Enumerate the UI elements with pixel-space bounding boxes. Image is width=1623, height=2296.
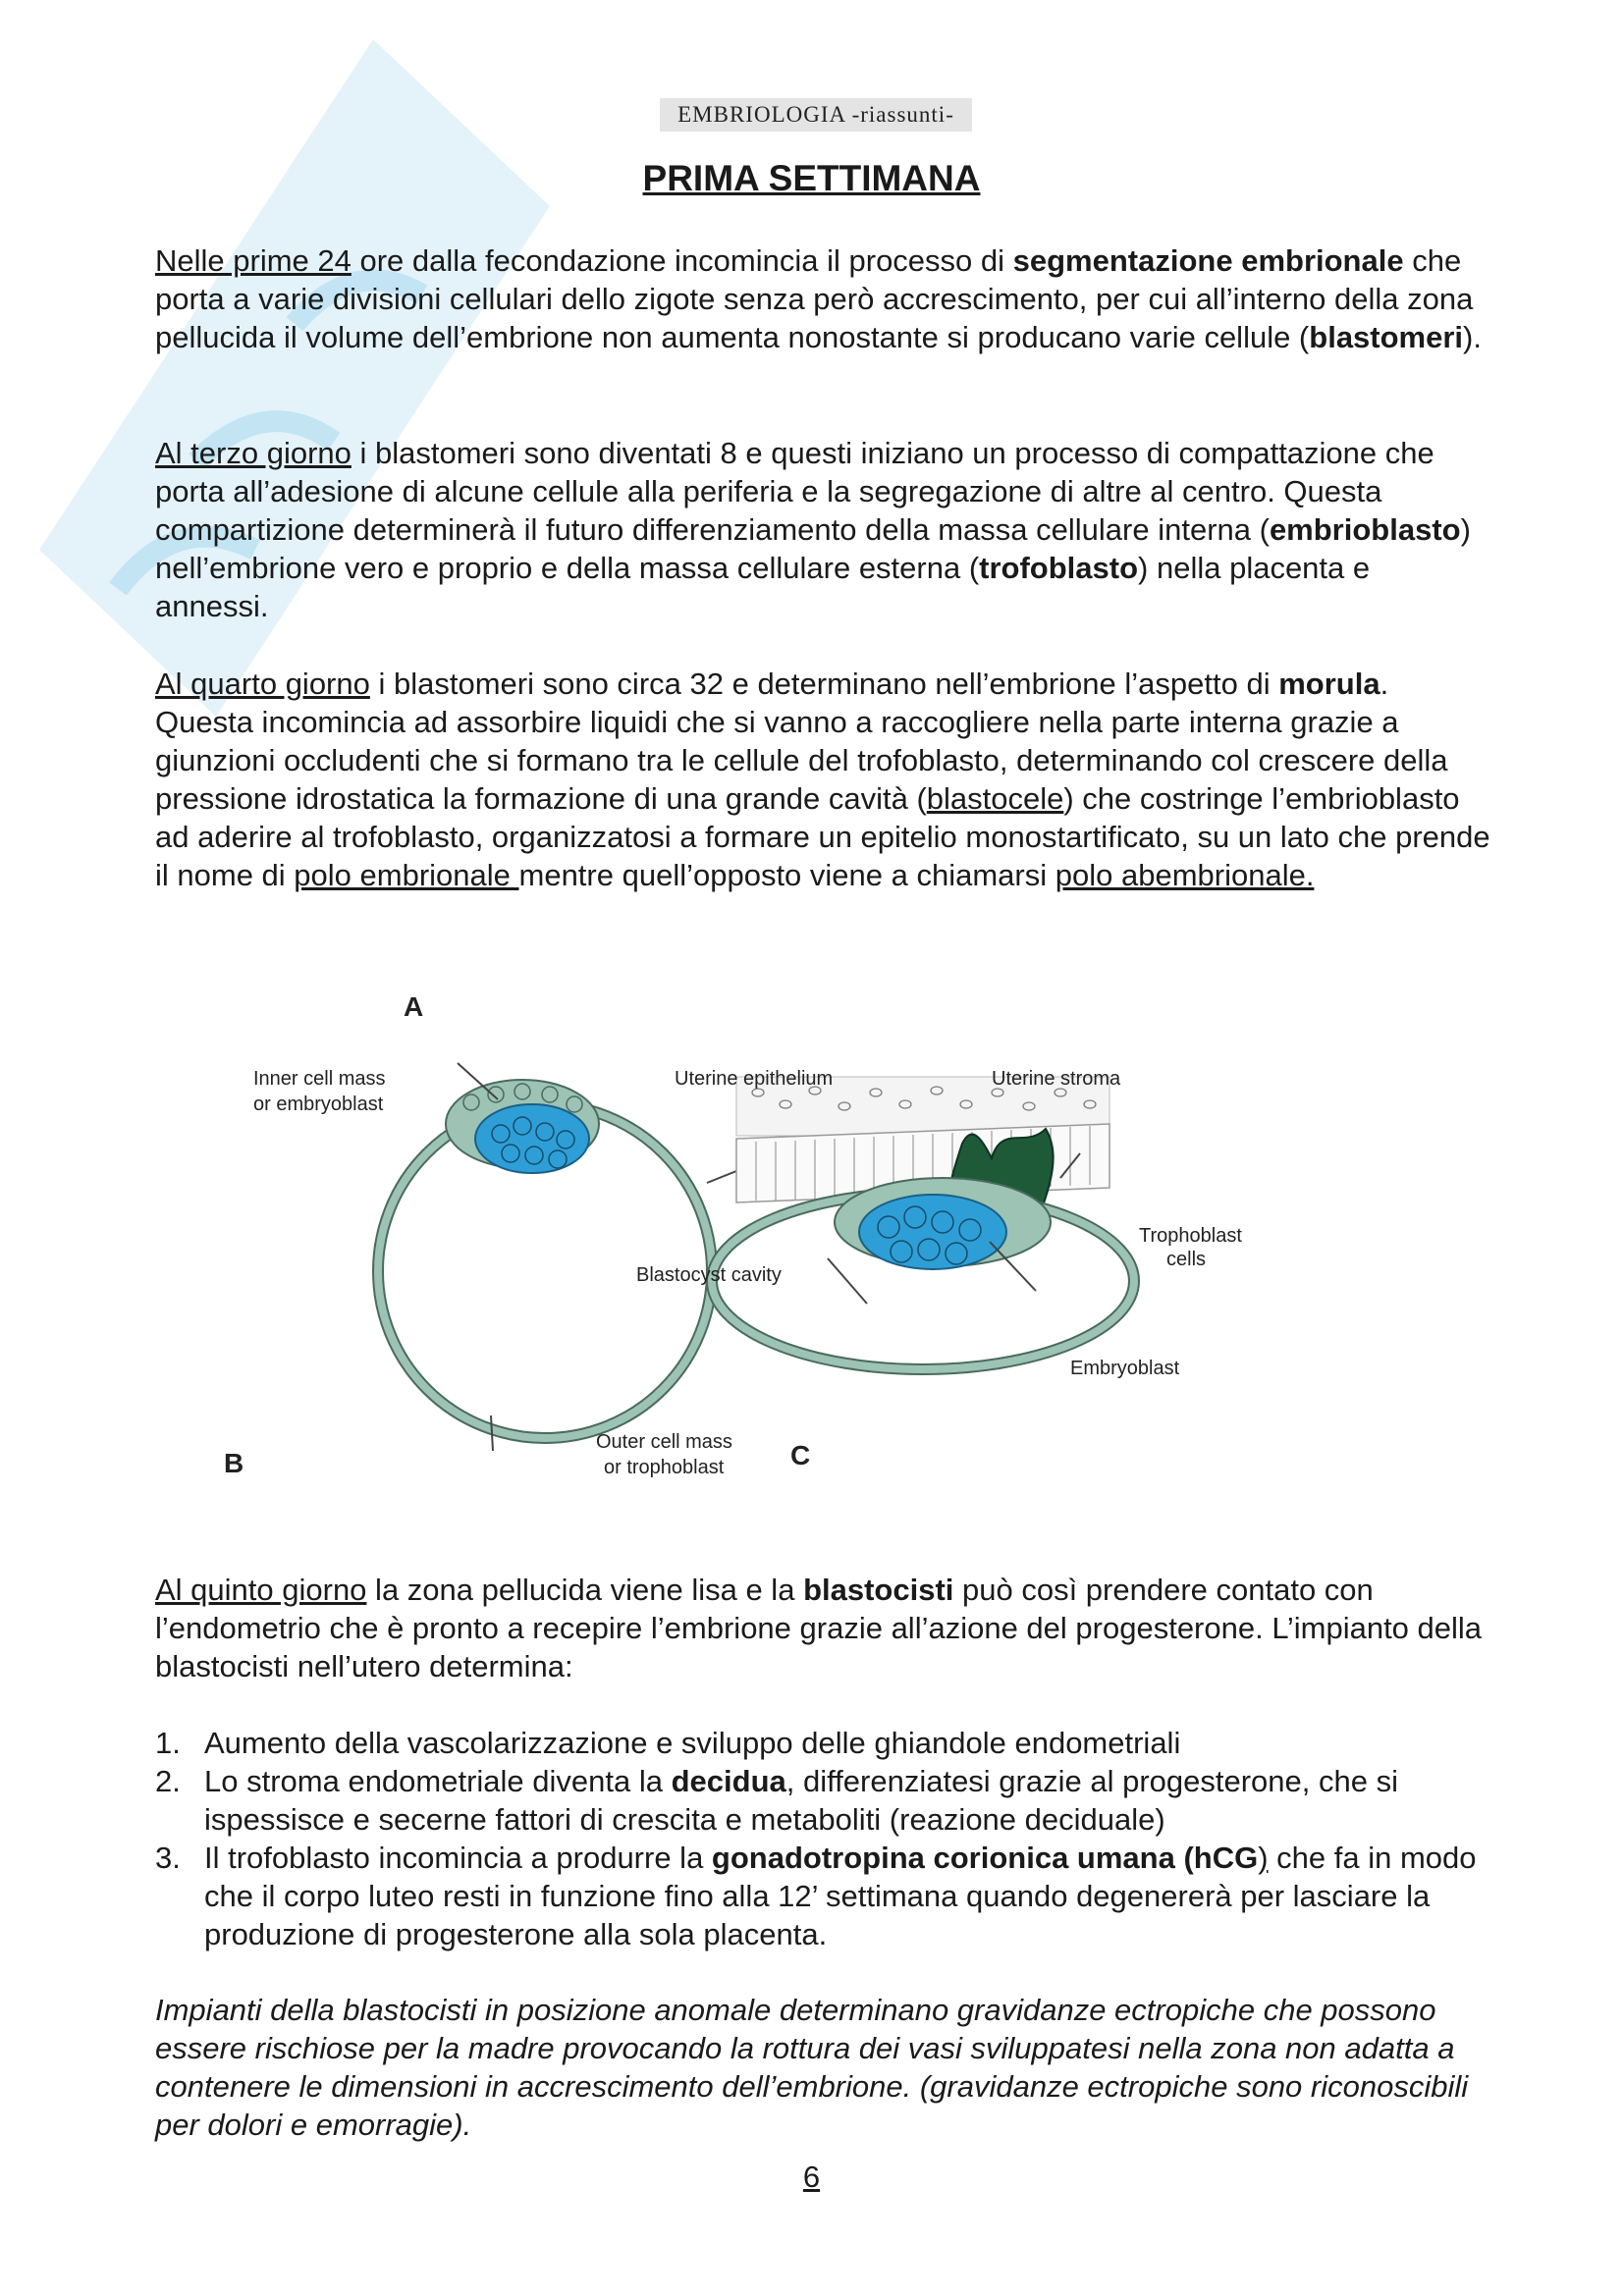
paragraph-third-day: Al terzo giorno i blastomeri sono diventati 8 e questi iniziano un processo di compattazione che porta all’adesione di alcune cellule alla periferia e la segregazione di altre al centro. Questa compartizione determinerà il futuro differenziamento della massa cellulare interna (embrioblasto) nell’embrione vero e proprio e della massa cellulare esterna (trofoblasto) nella placenta e annessi. bbox=[155, 436, 1471, 623]
label-uterine-epithelium: Uterine epithelium bbox=[675, 1068, 834, 1090]
paragraph-fourth-day: Al quarto giorno i blastomeri sono circa 32 e determinano nell’embrione l’aspetto di morula. Questa incomincia ad assorbire liquidi che si vanno a raccogliere nella parte interna grazie a giunzioni occludenti che si formano tra le cellule del trofoblasto, determinando col crescere della pressione idrostatica la formazione di una grande cavità (blastocele) che costringe l’embrioblasto ad aderire al trofoblasto, organizzatosi a formare un epitelio monostartificato, su un lato che prende il nome di polo embrionale mentre quell’opposto viene a chiamarsi polo abembrionale. bbox=[155, 667, 1490, 892]
inner-cell-mass bbox=[475, 1104, 589, 1173]
blastocyst-diagram bbox=[224, 977, 1267, 1497]
label-inner-cell-mass: Inner cell mass bbox=[253, 1068, 386, 1090]
paragraph-segmentation: Nelle prime 24 ore dalla fecondazione incomincia il processo di segmentazione embrionale che porta a varie divisioni cellulari dello zigote senza però accrescimento, per cui all’interno della zona pellucida il volume dell’embrione non aumenta nonostante si producano varie cellule (blastomeri). bbox=[155, 243, 1482, 354]
label-blastocyst-cavity: Blastocyst cavity bbox=[636, 1264, 782, 1286]
embryoblast bbox=[859, 1195, 1006, 1269]
paragraph-ectopic-note: Impianti della blastocisti in posizione anomale determinano gravidanze ectropiche che possono essere rischiose per la madre provocando la rottura dei vasi sviluppatesi nella zona non adatta a contenere le dimensioni in accrescimento dell’embrione. (gravidanze ectropiche sono riconoscibili per dolori e emorragie). bbox=[155, 1993, 1469, 2142]
label-outer-cell-mass: Outer cell mass bbox=[596, 1431, 732, 1453]
page-title: PRIMA SETTIMANA bbox=[642, 158, 981, 198]
implantation-effects-list bbox=[155, 1724, 1490, 1953]
panel-b-blastocyst bbox=[378, 970, 756, 1438]
blastocyst-cavity-c-pointer bbox=[828, 1258, 867, 1304]
label-b: B bbox=[224, 1448, 244, 1478]
label-trophoblast-cells: Trophoblast bbox=[1139, 1225, 1242, 1247]
label-trophoblast-cells-2: cells bbox=[1166, 1249, 1207, 1270]
label-uterine-stroma: Uterine stroma bbox=[992, 1068, 1121, 1090]
page-number: 6 bbox=[802, 2160, 821, 2194]
list-item: 2. Lo stroma endometriale diventa la decidua, differenziatesi grazie al progesterone, che si ispessisce e secerne fattori di crescita e metaboliti (reazione deciduale) bbox=[155, 1764, 1398, 1837]
label-embryoblast-b: or embryoblast bbox=[253, 1094, 384, 1115]
paragraph-fifth-day: Al quinto giorno la zona pellucida viene lisa e la blastocisti può così prendere contato con l’endometrio che è pronto a recepire l’embrione grazie all’azione del progesterone. L’impianto della blastocisti nell’utero determina: bbox=[155, 1573, 1483, 1683]
label-embryoblast-c: Embryoblast bbox=[1070, 1358, 1180, 1379]
label-a: A bbox=[404, 991, 424, 1022]
document-header: EMBRIOLOGIA -riassunti- bbox=[660, 98, 972, 132]
panel-c-implantation bbox=[712, 1077, 1134, 1369]
outer-cell-mass-pointer bbox=[491, 1415, 493, 1451]
label-c: C bbox=[790, 1440, 811, 1470]
list-item: 1. Aumento della vascolarizzazione e sviluppo delle ghiandole endometriali bbox=[155, 1726, 1181, 1760]
label-trophoblast-b: or trophoblast bbox=[604, 1457, 725, 1478]
list-item: 3. Il trofoblasto incomincia a produrre la gonadotropina corionica umana (hCG) che fa in modo che il corpo luteo resti in funzione fino alla 12’ settimana quando degenererà per lasciare la produzione di progesterone alla sola placenta. bbox=[155, 1841, 1477, 1951]
